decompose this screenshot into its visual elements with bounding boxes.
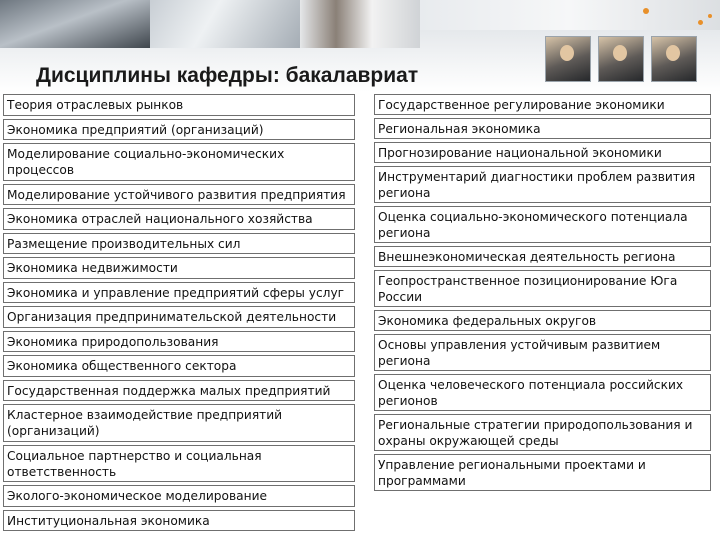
discipline-item: Внешнеэкономическая деятельность региона (374, 246, 711, 267)
discipline-item: Кластерное взаимодействие предприятий (организаций) (3, 404, 355, 442)
discipline-item: Региональная экономика (374, 118, 711, 139)
discipline-item: Экономика предприятий (организаций) (3, 119, 355, 141)
discipline-item: Основы управления устойчивым развитием региона (374, 334, 711, 371)
discipline-item: Социальное партнерство и социальная ответственность (3, 445, 355, 483)
discipline-item: Экономика и управление предприятий сферы услуг (3, 282, 355, 304)
discipline-item: Региональные стратегии природопользования и охраны окружающей среды (374, 414, 711, 451)
discipline-item: Моделирование устойчивого развития предприятия (3, 184, 355, 206)
discipline-item: Размещение производительных сил (3, 233, 355, 255)
discipline-item: Прогнозирование национальной экономики (374, 142, 711, 163)
banner-photo-map (420, 0, 720, 30)
discipline-item: Государственная поддержка малых предприятий (3, 380, 355, 402)
page-title: Дисциплины кафедры: бакалавриат (36, 64, 419, 87)
discipline-item: Экономика недвижимости (3, 257, 355, 279)
bachelor-disciplines-left (3, 94, 355, 534)
discipline-item: Теория отраслевых рынков (3, 94, 355, 116)
decor-dot-icon (708, 14, 712, 18)
discipline-item: Экономика федеральных округов (374, 310, 711, 331)
discipline-item: Оценка социально-экономического потенциала региона (374, 206, 711, 243)
discipline-item: Управление региональными проектами и программами (374, 454, 711, 491)
discipline-item: Эколого-экономическое моделирование (3, 485, 355, 507)
banner-thumb-photo-2 (598, 36, 644, 82)
discipline-item: Организация предпринимательской деятельности (3, 306, 355, 328)
discipline-item: Экономика отраслей национального хозяйства (3, 208, 355, 230)
discipline-item: Экономика природопользования (3, 331, 355, 353)
banner-thumb-photo-1 (545, 36, 591, 82)
decor-dot-icon (698, 20, 703, 25)
banner-photo-people (300, 0, 420, 48)
banner-photo-city (0, 0, 150, 48)
bachelor-disciplines-right (374, 94, 711, 494)
discipline-item: Государственное регулирование экономики (374, 94, 711, 115)
banner-thumb-photo-3 (651, 36, 697, 82)
decor-dot-icon (643, 8, 649, 14)
discipline-item: Экономика общественного сектора (3, 355, 355, 377)
discipline-item: Инструментарий диагностики проблем развития региона (374, 166, 711, 203)
banner-photo-office (150, 0, 300, 48)
discipline-item: Моделирование социально-экономических процессов (3, 143, 355, 181)
discipline-item: Институциональная экономика (3, 510, 355, 532)
discipline-item: Геопространственное позиционирование Юга России (374, 270, 711, 307)
discipline-item: Оценка человеческого потенциала российских регионов (374, 374, 711, 411)
